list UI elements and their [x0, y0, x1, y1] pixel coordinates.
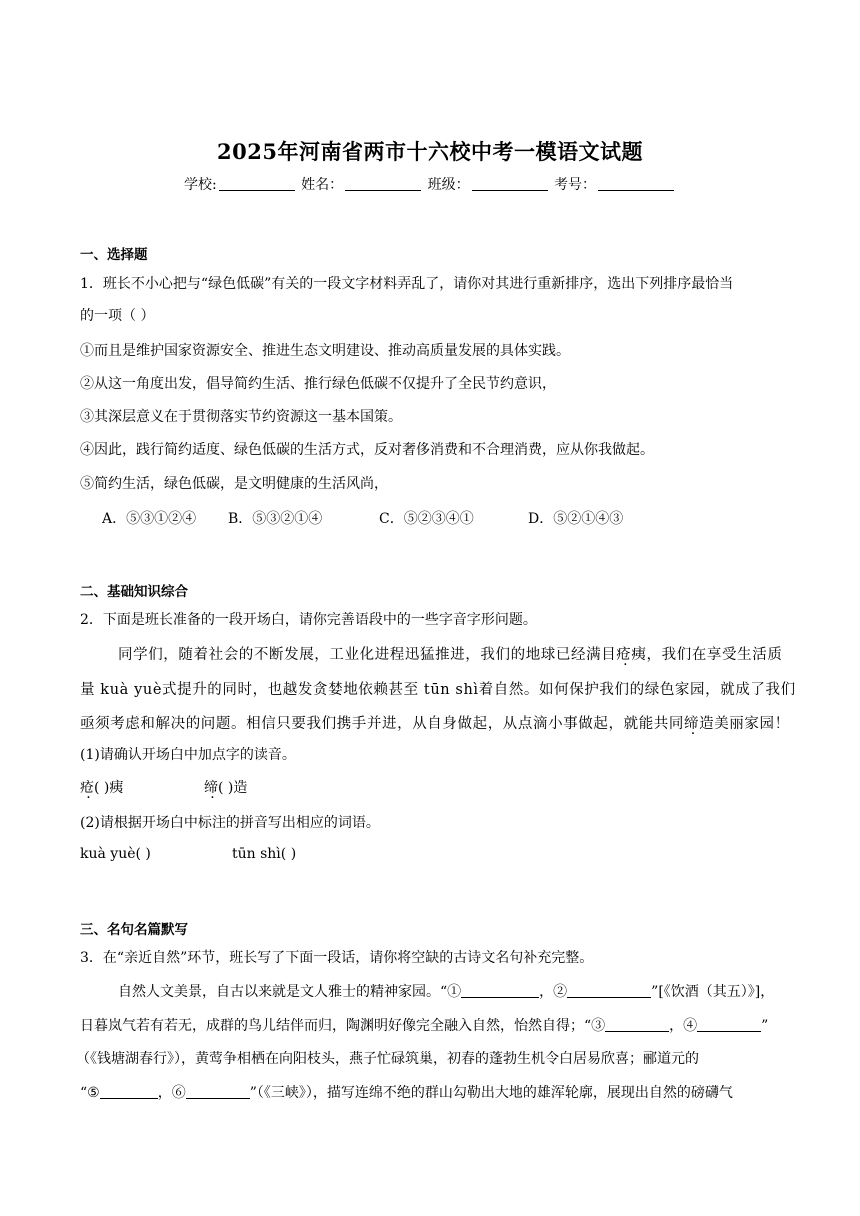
blank-4[interactable] [697, 1017, 761, 1032]
q1-option-d[interactable]: D．⑤②①④③ [528, 511, 624, 527]
q1-item-1: ①而且是维护国家资源安全、推进生态文明建设、推动高质量发展的具体实践。 [80, 343, 570, 359]
q3-text: “⑤ [80, 1085, 100, 1101]
q3-text-line4 [80, 1082, 733, 1102]
school-label: 学校: [183, 177, 217, 193]
q3-text: ” [761, 1018, 769, 1034]
q1-item-5: ⑤简约生活，绿色低碳，是文明健康的生活风尚， [80, 476, 388, 492]
blank-6[interactable] [186, 1084, 250, 1099]
answer-blank-a: ( )痍 [94, 780, 124, 796]
exam-no-label: 考号： [554, 177, 597, 193]
q3-text-line1 [118, 981, 774, 1001]
q1-option-c[interactable]: C．⑤②③④① [379, 511, 474, 527]
section-3-heading: 三、名句名篇默写 [80, 922, 188, 938]
class-blank[interactable] [472, 176, 548, 191]
q3-text: ”（《三峡》），描写连绵不绝的群山勾勒出大地的雄浑轮廓，展现出自然的磅礴气 [249, 1085, 733, 1101]
q1-stem-line2: 的一项（ ） [80, 308, 155, 324]
q2-sub1-stem: (1)请确认开场白中加点字的读音。 [80, 747, 296, 763]
q1-option-b[interactable]: B．⑤③②①④ [228, 511, 323, 527]
dotted-char-chuang: 疮 [80, 780, 94, 796]
blank-1[interactable] [461, 983, 539, 998]
q3-text: ，⑥ [157, 1085, 186, 1101]
q2-sub1-answer-a[interactable] [80, 777, 123, 797]
q2-sub1-answer-b[interactable] [204, 777, 247, 797]
q1-stem-line1: 1．班长不小心把与“绿色低碳”有关的一段文字材料弄乱了，请你对其进行重新排序，选出下列排序最恰当 [80, 276, 734, 292]
blank-5[interactable] [100, 1084, 158, 1099]
q3-text: ，② [539, 984, 568, 1000]
q3-text: 自然人文美景，自古以来就是文人雅士的精神家园。“① [118, 984, 462, 1000]
q3-text: ，④ [669, 1018, 698, 1034]
class-label: 班级： [427, 177, 470, 193]
passage-text: 亟须考虑和解决的问题。相信只要我们携手并进，从自身做起，从点滴小事做起，就能共同 [80, 716, 684, 732]
q1-item-3: ③其深层意义在于贯彻落实节约资源这一基本国策。 [80, 409, 402, 425]
q2-passage-line2: 量 kuà yuè式提升的同时，也越发贪婪地依赖甚至 tūn shì着自然。如何保护我们的绿色家园，就成了我们 [80, 682, 796, 698]
dotted-char-di: 缔 [684, 716, 700, 732]
exam-no-blank[interactable] [598, 176, 674, 191]
section-2-heading: 二、基础知识综合 [80, 584, 188, 600]
section-1-heading: 一、选择题 [80, 247, 148, 263]
q1-option-a[interactable]: A．⑤③①②④ [102, 511, 197, 527]
passage-text: 同学们，随着社会的不断发展，工业化进程迅猛推进，我们的地球已经满目 [118, 647, 617, 663]
school-blank[interactable] [219, 176, 295, 191]
q3-text-line2 [80, 1015, 768, 1035]
blank-2[interactable] [567, 983, 651, 998]
q2-sub2-answer-a[interactable]: kuà yuè( ) [80, 846, 151, 862]
q3-text: ”[《饮酒（其五）》]， [651, 984, 775, 1000]
q3-text-line3: （《钱塘湖春行》），黄莺争相栖在向阳枝头，燕子忙碌筑巢，初春的蓬勃生机令白居易欣喜；郦道元的 [76, 1051, 699, 1067]
q3-stem: 3．在“亲近自然”环节，班长写了下面一段话，请你将空缺的古诗文名句补充完整。 [80, 950, 594, 966]
q1-item-4: ④因此，践行简约适度、绿色低碳的生活方式，反对奢侈消费和不合理消费，应从你我做起。 [80, 442, 654, 458]
blank-3[interactable] [605, 1017, 669, 1032]
dotted-char-di: 缔 [204, 780, 218, 796]
passage-char: 痍 [631, 647, 647, 663]
q2-passage-line1 [118, 643, 782, 664]
passage-text: ，我们在享受生活质 [646, 647, 783, 663]
q3-text: 日暮岚气若有若无，成群的鸟儿结伴而归，陶渊明好像完全融入自然，怡然自得；“③ [80, 1018, 606, 1034]
student-info-line [0, 174, 860, 194]
answer-blank-b: ( )造 [218, 780, 248, 796]
q2-sub2-stem: (2)请根据开场白中标注的拼音写出相应的词语。 [80, 815, 380, 831]
q2-passage-line3 [80, 712, 790, 733]
q2-sub2-answer-b[interactable]: tūn shì( ) [232, 846, 297, 862]
passage-text: 造美丽家园！ [699, 716, 790, 732]
q1-item-2: ②从这一角度出发，倡导简约生活、推行绿色低碳不仅提升了全民节约意识， [80, 376, 556, 392]
name-blank[interactable] [345, 176, 421, 191]
page-title: 2025年河南省两市十六校中考一模语文试题 [217, 139, 643, 164]
dotted-char-chuang: 疮 [616, 647, 632, 663]
q2-stem: 2．下面是班长准备的一段开场白，请你完善语段中的一些字音字形问题。 [80, 612, 537, 628]
name-label: 姓名： [301, 177, 344, 193]
